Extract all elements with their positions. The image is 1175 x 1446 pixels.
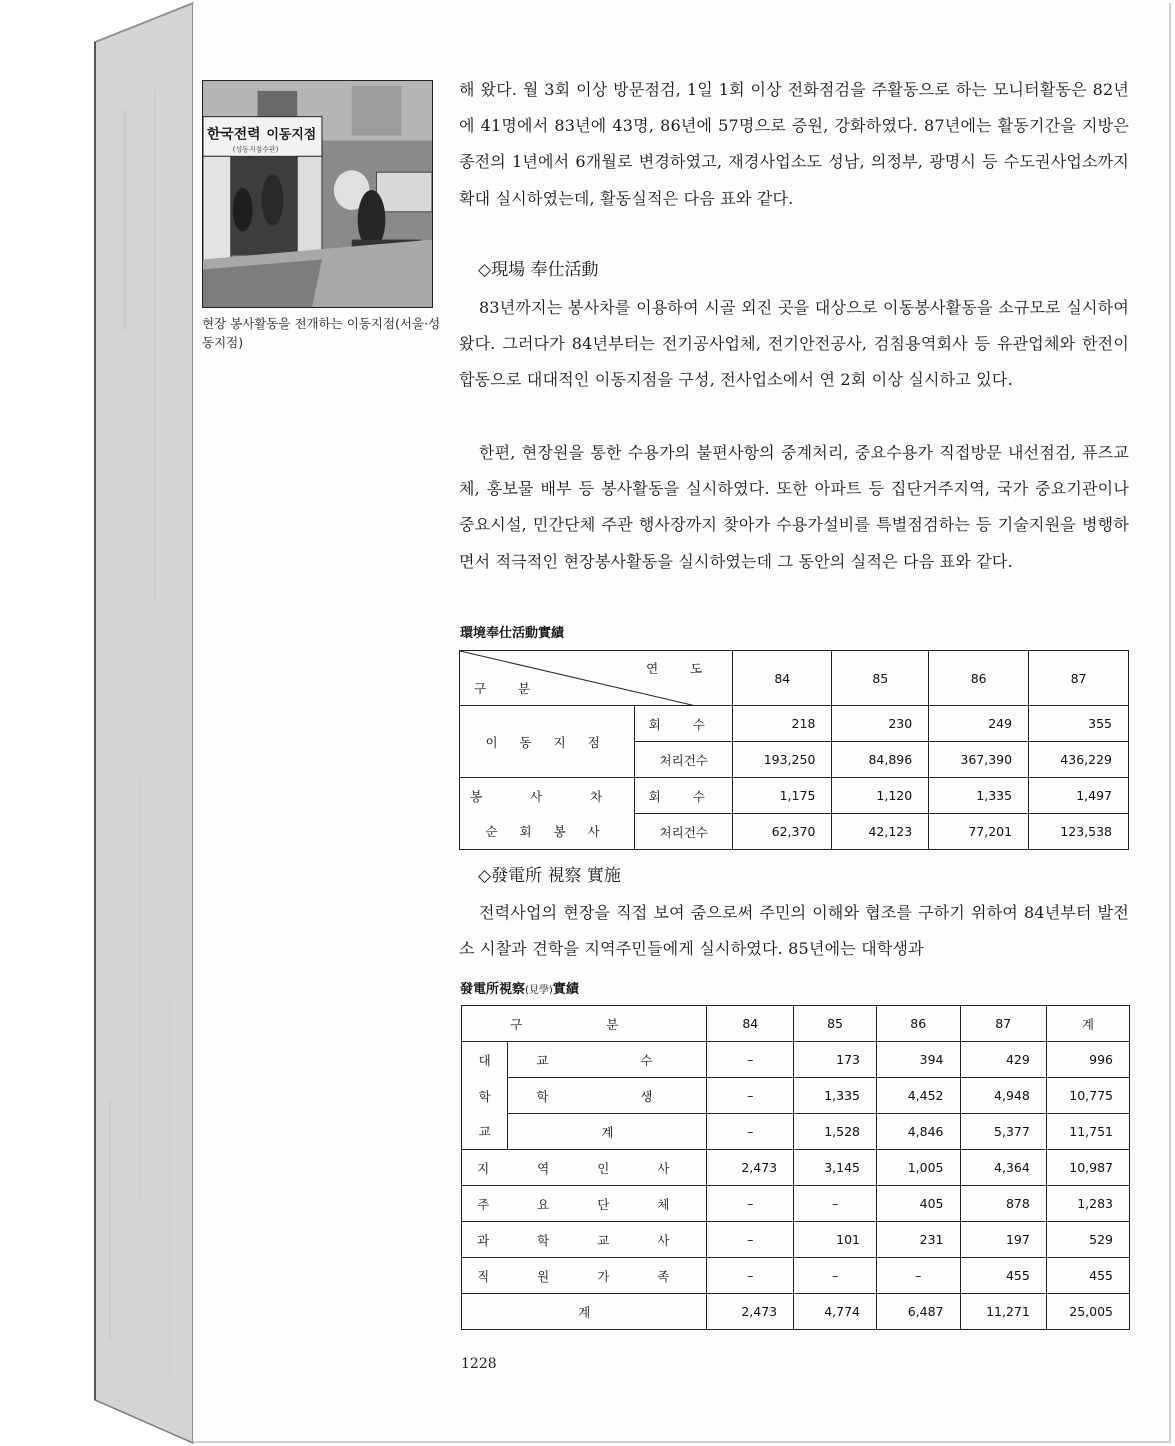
table2-title-end: 實績 (552, 982, 579, 997)
table-cell: 1,497 (1029, 778, 1129, 814)
table-cell: 455 (960, 1258, 1046, 1294)
row-item-label: 교 수 (508, 1042, 707, 1078)
paragraph-text: 한편, 현장원을 통한 수용가의 불편사항의 중계처리, 중요수용가 직접방문 내선점검, 퓨즈교체, 홍보물 배부 등 봉사활동을 실시하였다. 또한 아파트 등 집단거주지역, 국가 중요기관이나 중요시설, 민간단체 주관 행사장까지 찾아가 수용가설비를 특별점검하는 등 기술지원을 병행하면서 적극적인 현장봉사활동을 실시하였는데 그 동안의 실적은 다음 표와 같다. (459, 443, 1129, 571)
row-group-label: 순 회 봉 사 (460, 814, 635, 850)
header-year-label: 연 도 (646, 661, 717, 676)
section-heading-plant-tour: ◇發電所 視察 實施 (478, 866, 621, 886)
table-cell: 11,271 (960, 1294, 1046, 1330)
row-group-label: 이 동 지 점 (460, 706, 635, 778)
table-cell: 6,487 (877, 1294, 961, 1330)
field-service-table (459, 650, 1129, 850)
table-row (462, 1042, 1130, 1078)
table-cell: – (707, 1078, 794, 1114)
table-cell: – (794, 1186, 877, 1222)
univ-label-char: 교 (462, 1114, 508, 1150)
table-cell: 231 (877, 1222, 961, 1258)
table-cell: 123,538 (1029, 814, 1129, 850)
column-header: 84 (707, 1006, 794, 1042)
table-header-row (462, 1006, 1130, 1042)
column-header: 85 (794, 1006, 877, 1042)
table-cell: 84,896 (832, 742, 929, 778)
header-category-label: 구 분 (474, 681, 545, 696)
table-cell: 529 (1046, 1222, 1129, 1258)
table-total-row (462, 1294, 1130, 1330)
table-cell: 394 (877, 1042, 961, 1078)
row-item-label: 지 역 인 사 (462, 1150, 707, 1186)
table-row (462, 1078, 1130, 1114)
table-cell: 193,250 (733, 742, 832, 778)
paragraph-4 (459, 895, 1129, 967)
table-cell: – (707, 1222, 794, 1258)
paragraph-text: 전력사업의 현장을 직접 보여 줌으로써 주민의 이해와 협조를 구하기 위하여 84년부터 발전소 시찰과 견학을 지역주민들에게 실시하였다. 85년에는 대학생과 (459, 903, 1129, 959)
table-cell: 5,377 (960, 1114, 1046, 1150)
table-row (460, 706, 1129, 742)
column-header: 85 (832, 651, 929, 706)
table-cell: 1,283 (1046, 1186, 1129, 1222)
table-row (462, 1222, 1130, 1258)
table-cell: – (794, 1258, 877, 1294)
row-item-label: 처리건수 (635, 814, 733, 850)
table-cell: 10,987 (1046, 1150, 1129, 1186)
table-header-diagonal (460, 651, 733, 706)
paragraph-text: 해 왔다. 월 3회 이상 방문점검, 1일 1회 이상 전화점검을 주활동으로 하는 모니터활동은 82년에 41명에서 83년에 43명, 86년에 57명으로 증원, 강화하였다. 87년에는 활동기간을 지방은 종전의 1년에서 6개월로 변경하였고, 재경사업소도 성남, 의정부, 광명시 등 수도권사업소까지 확대 실시하였는데, 활동실적은 다음 표와 같다. (459, 80, 1129, 208)
table-cell: 436,229 (1029, 742, 1129, 778)
table-cell: – (877, 1258, 961, 1294)
row-item-label: 과 학 교 사 (462, 1222, 707, 1258)
column-header: 구 분 (462, 1006, 707, 1042)
table-cell: 405 (877, 1186, 961, 1222)
table-cell: 4,948 (960, 1078, 1046, 1114)
table-cell: 249 (929, 706, 1029, 742)
column-header: 계 (1046, 1006, 1129, 1042)
paragraph-3 (459, 435, 1129, 580)
table2-title (460, 978, 579, 997)
column-header: 87 (960, 1006, 1046, 1042)
table-cell: 878 (960, 1186, 1046, 1222)
table-cell: 455 (1046, 1258, 1129, 1294)
table-cell: 11,751 (1046, 1114, 1129, 1150)
photo-sign-sub: (성동지점수판) (232, 145, 279, 154)
row-item-label: 계 (462, 1294, 707, 1330)
row-item-label: 직 원 가 족 (462, 1258, 707, 1294)
table-cell: – (707, 1042, 794, 1078)
table-cell: 77,201 (929, 814, 1029, 850)
table-cell: 1,528 (794, 1114, 877, 1150)
table-cell: – (707, 1258, 794, 1294)
table-row (462, 1186, 1130, 1222)
table-cell: 4,774 (794, 1294, 877, 1330)
table-cell: 3,145 (794, 1150, 877, 1186)
row-item-label: 주 요 단 체 (462, 1186, 707, 1222)
table-cell: 2,473 (707, 1294, 794, 1330)
paragraph-text: 83년까지는 봉사차를 이용하여 시골 외진 곳을 대상으로 이동봉사활동을 소규모로 실시하여 왔다. 그러다가 84년부터는 전기공사업체, 전기안전공사, 검침용역회사 등 유관업체와 한전이 합동으로 대대적인 이동지점을 구성, 전사업소에서 연 2회 이상 실시하고 있다. (459, 298, 1129, 390)
table-cell: 218 (733, 706, 832, 742)
table-cell: 101 (794, 1222, 877, 1258)
univ-label-char: 대 (462, 1042, 508, 1078)
table-cell: 197 (960, 1222, 1046, 1258)
table2-title-small: (見學) (525, 985, 553, 996)
table-cell: 367,390 (929, 742, 1029, 778)
table-cell: – (707, 1186, 794, 1222)
univ-label-char: 학 (462, 1078, 508, 1114)
table-row (460, 814, 1129, 850)
column-header: 86 (929, 651, 1029, 706)
table-cell: 42,123 (832, 814, 929, 850)
table2-title-main: 發電所視察 (460, 982, 526, 997)
column-header: 84 (733, 651, 832, 706)
table-cell: – (707, 1114, 794, 1150)
row-item-label: 회 수 (635, 706, 733, 742)
plant-tour-table (461, 1005, 1130, 1330)
paragraph-2 (459, 290, 1129, 399)
row-item-label: 학 생 (508, 1078, 707, 1114)
table-cell: 4,364 (960, 1150, 1046, 1186)
photo-sign-text-2: 이동지점 (266, 127, 317, 143)
table-cell: 10,775 (1046, 1078, 1129, 1114)
column-header: 86 (877, 1006, 961, 1042)
table-row (462, 1150, 1130, 1186)
table-cell: 1,005 (877, 1150, 961, 1186)
table-row (462, 1114, 1130, 1150)
table-cell: 173 (794, 1042, 877, 1078)
paragraph-1 (459, 72, 1129, 217)
table-cell: 1,335 (929, 778, 1029, 814)
table-cell: 1,120 (832, 778, 929, 814)
table-cell: 2,473 (707, 1150, 794, 1186)
table-cell: 25,005 (1046, 1294, 1129, 1330)
table-cell: 230 (832, 706, 929, 742)
page-number: 1228 (461, 1356, 497, 1372)
table-cell: 996 (1046, 1042, 1129, 1078)
table-cell: 429 (960, 1042, 1046, 1078)
row-group-label: 봉 사 차 (460, 778, 635, 814)
table-cell: 4,452 (877, 1078, 961, 1114)
row-item-label: 계 (508, 1114, 707, 1150)
table1-title: 環境奉仕活動實績 (460, 626, 565, 641)
table-row (462, 1258, 1130, 1294)
row-item-label: 회 수 (635, 778, 733, 814)
photo-sign-text: 한국전력 (206, 126, 261, 143)
table-cell: 355 (1029, 706, 1129, 742)
table-cell: 1,335 (794, 1078, 877, 1114)
photo-caption: 현장 봉사활동을 전개하는 이동지점(서울·성동지점) (202, 316, 441, 350)
section-heading-field-service: ◇現場 奉仕活動 (478, 260, 599, 280)
column-header: 87 (1029, 651, 1129, 706)
table-cell: 4,846 (877, 1114, 961, 1150)
row-item-label: 처리건수 (635, 742, 733, 778)
table-cell: 62,370 (733, 814, 832, 850)
street-photo (202, 80, 433, 308)
table-cell: 1,175 (733, 778, 832, 814)
table-row (460, 778, 1129, 814)
